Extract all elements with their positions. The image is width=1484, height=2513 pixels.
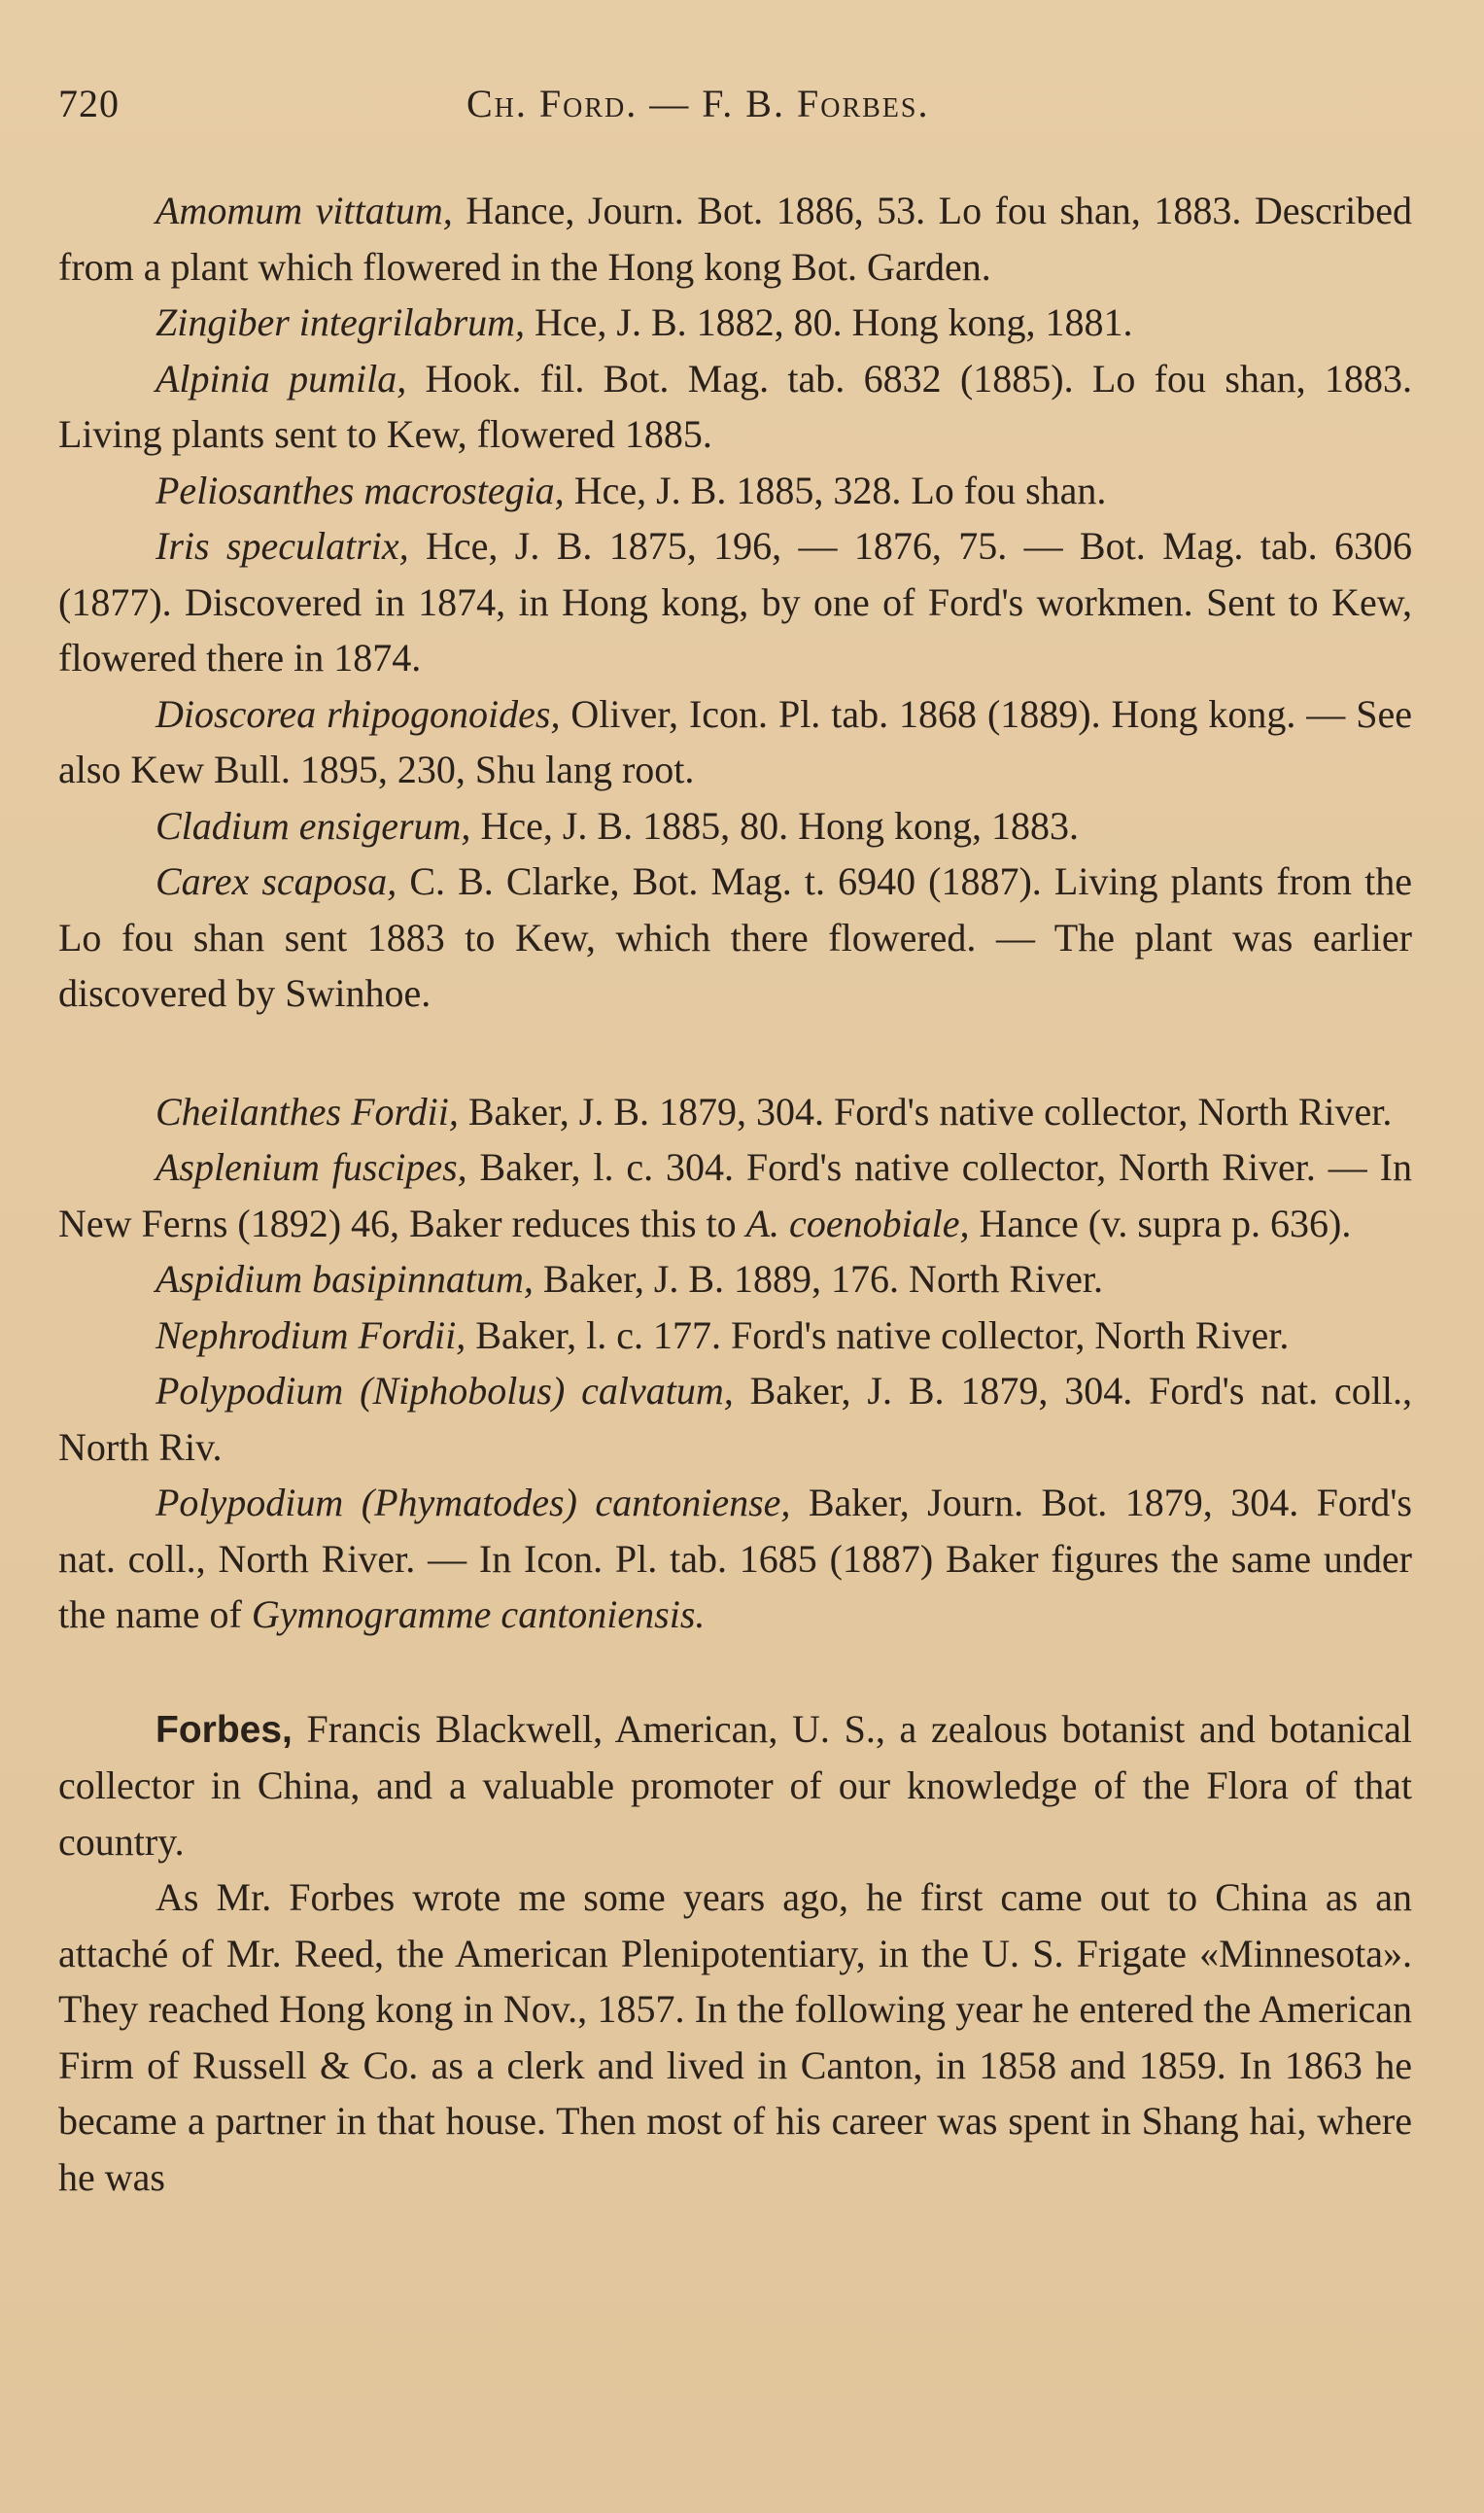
species-name: Peliosanthes macrostegia, [155, 468, 565, 512]
biography-forbes [58, 1701, 1412, 2206]
species-name: Polypodium (Phymatodes) cantoniense, [155, 1481, 791, 1524]
biography-surname: Forbes, [155, 1708, 293, 1751]
species-list-ferns [58, 1084, 1412, 1643]
species-entry [58, 351, 1412, 463]
species-name: Aspidium basipinnatum, [155, 1257, 534, 1301]
species-entry [58, 1475, 1412, 1643]
species-entry [58, 463, 1412, 519]
species-entry [58, 854, 1412, 1022]
synonym-name: Gymnogramme cantoniensis. [251, 1592, 706, 1636]
species-citation: Baker, J. B. 1889, 176. North River. [533, 1257, 1104, 1301]
page-number: 720 [58, 82, 120, 125]
species-citation: C. B. Clarke, Bot. Mag. t. 6940 (1887). Living plants from the Lo fou shan sent 1883 to Kew, which there flowered. — The plant was earlier discovered by Swinhoe. [58, 859, 1412, 1015]
species-citation: Oliver, Icon. Pl. tab. 1868 (1889). Hong kong. — See also Kew Bull. 1895, 230, Shu lang root. [58, 691, 1412, 791]
species-name: Alpinia pumila, [155, 356, 407, 401]
species-name: Dioscorea rhipogonoides, [155, 691, 561, 736]
species-entry [58, 798, 1412, 855]
species-citation: Baker, J. B. 1879, 304. Ford's native collector, North River. [458, 1089, 1393, 1134]
species-entry [58, 1084, 1412, 1140]
species-name: Asplenium fuscipes, [155, 1145, 467, 1189]
species-name: Polypodium (Niphobolus) calvatum, [155, 1369, 734, 1413]
species-entry [58, 1363, 1412, 1475]
biography-intro [58, 1701, 1412, 1870]
species-citation: Baker, l. c. 177. Ford's native collector, North River. [466, 1312, 1290, 1357]
species-citation: Hce, J. B. 1882, 80. Hong kong, 1881. [525, 300, 1133, 344]
species-citation: Hce, J. B. 1875, 196, — 1876, 75. — Bot. Mag. tab. 6306 (1877). Discovered in 1874, in Hong kong, by one of Ford's workmen. Sent to Kew, flowered there in 1874. [58, 524, 1412, 680]
biography-paragraph: As Mr. Forbes wrote me some years ago, he first came out to China as an attaché of Mr. Reed, the American Plenipotentiary, in the U. S. Frigate «Minnesota». They reached Hong kong in Nov., 1857. In the following year he entered the American Firm of Russell & Co. as a clerk and lived in Canton, in 1858 and 1859. In 1863 he became a partner in that house. Then most of his career was spent in Shang hai, where he was [58, 1875, 1412, 2199]
species-citation: Hook. fil. Bot. Mag. tab. 6832 (1885). Lo fou shan, 1883. Living plants sent to Kew, flowered 1885. [58, 356, 1412, 456]
species-entry [58, 1308, 1412, 1364]
species-name: Amomum vittatum, [155, 189, 453, 232]
biography-intro-text: Francis Blackwell, American, U. S., a zealous botanist and botanical collector in China, and a valuable promoter of our knowledge of the Flora of that country. [58, 1706, 1412, 1864]
species-entry [58, 686, 1412, 798]
species-entry [58, 518, 1412, 686]
species-citation: Hce, J. B. 1885, 80. Hong kong, 1883. [470, 803, 1079, 848]
species-entry [58, 1251, 1412, 1308]
species-citation: Hce, J. B. 1885, 328. Lo fou shan. [564, 468, 1107, 512]
synonym-name: A. coenobiale, [745, 1201, 970, 1245]
section-gap [58, 1643, 1412, 1701]
species-list-monocots [58, 183, 1412, 1022]
species-name: Cladium ensigerum, [155, 803, 471, 848]
species-citation: Hance, Journ. Bot. 1886, 53. Lo fou shan, 1883. Described from a plant which flowered in the Hong kong Bot. Garden. [58, 189, 1412, 289]
species-citation-tail: Hance (v. supra p. 636). [969, 1201, 1352, 1245]
species-name: Iris speculatrix, [155, 524, 409, 568]
running-title: Ch. Ford. — F. B. Forbes. [466, 82, 930, 125]
species-entry [58, 1139, 1412, 1251]
section-gap [58, 1022, 1412, 1084]
species-name: Zingiber integrilabrum, [155, 300, 526, 344]
species-name: Carex scaposa, [155, 859, 397, 903]
species-name: Nephrodium Fordii, [155, 1312, 466, 1357]
species-citation: Baker, l. c. 304. Ford's native collector, North River. — In New Ferns (1892) 46, Baker reduces this to [58, 1145, 1413, 1245]
species-name: Cheilanthes Fordii, [155, 1089, 459, 1134]
species-citation: Baker, J. B. 1879, 304. Ford's nat. coll., North Riv. [58, 1369, 1412, 1469]
species-citation: Baker, Journ. Bot. 1879, 304. Ford's nat. coll., North River. — In Icon. Pl. tab. 1685 (1887) Baker figures the same under the name of [58, 1481, 1412, 1636]
species-entry [58, 295, 1412, 351]
species-entry [58, 183, 1412, 295]
page-header [58, 70, 1412, 138]
